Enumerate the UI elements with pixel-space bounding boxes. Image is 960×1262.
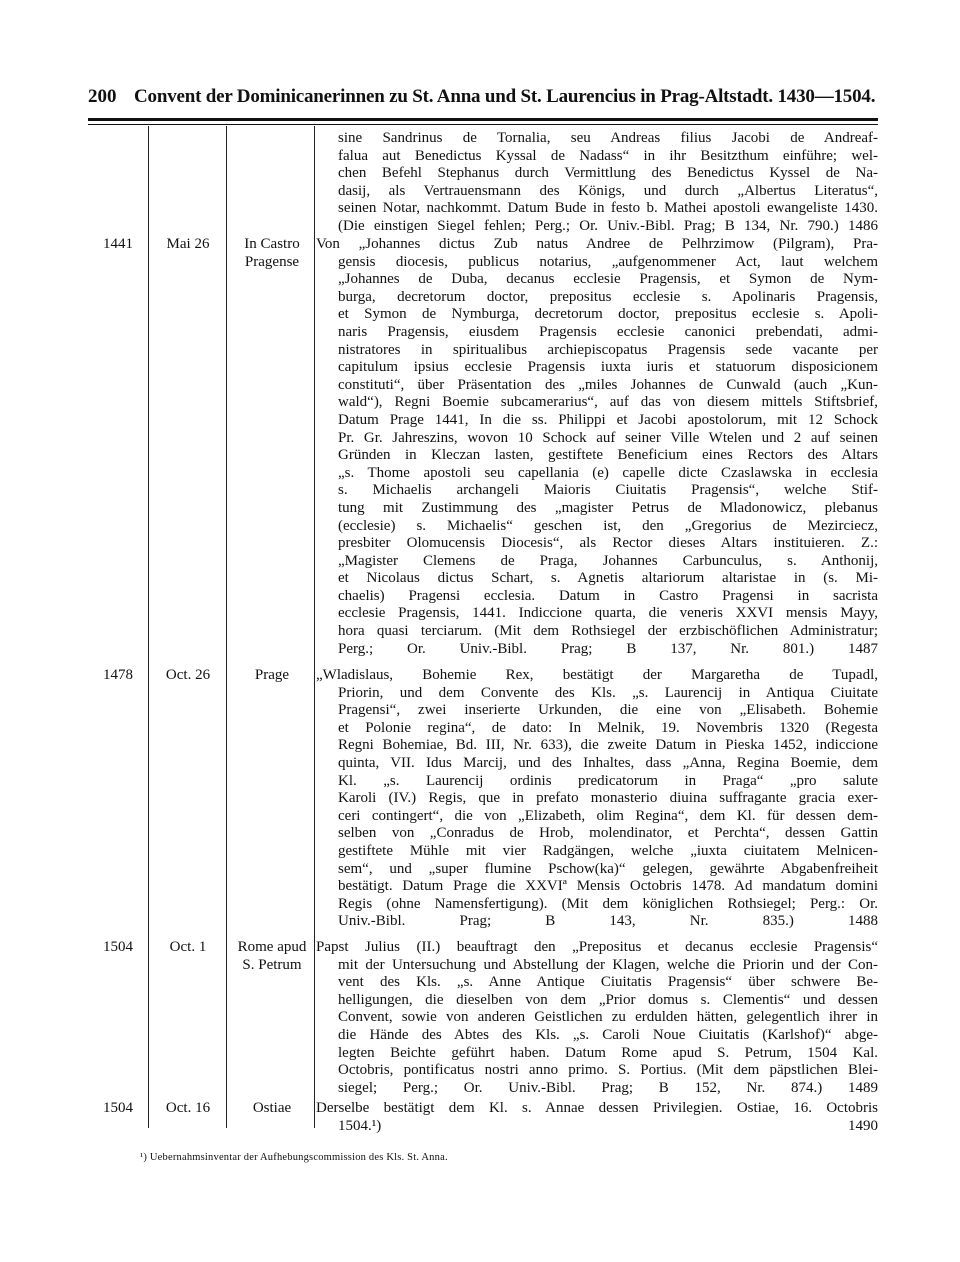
entry-place-line: Pragense [244, 253, 300, 270]
entry-line: siegel; Perg.; Or. Univ.-Bibl. Prag; B 152, Nr. 874.) 1489 [338, 1079, 878, 1096]
entry-year: 1441 [103, 236, 133, 252]
entry-line: chaelis) Pragensi ecclesia. Datum in Castro Pragensi in sacrista [338, 587, 878, 604]
entry-line: nistratores in spiritualibus archiepiscopatus Pragensis sede vacante per [338, 341, 878, 358]
entry-line: naris Pragensis, eiusdem Pragensis ecclesie canonici prebendati, admi- [338, 323, 878, 340]
entry-line: Papst Julius (II.) beauftragt den „Prepositus et decanus ecclesie Pragensis“ [316, 939, 878, 955]
entry-line: capitulum ipsius ecclesie Pragensis iuxta iuris et statuorum disposicionem [338, 359, 878, 376]
entry-line: Von „Johannes dictus Zub natus Andree de Pelhrzimow (Pilgram), Pra- [316, 236, 878, 252]
entry-place-line: Prage [254, 667, 290, 683]
entry-line: burga, decretorum doctor, prepositus ecclesie s. Apolinaris Pragensis, [338, 288, 878, 305]
entry-line: Priorin, und dem Convente des Kls. „s. Laurencij in Antiqua Ciuitate [338, 684, 878, 701]
entry-place [228, 1100, 316, 1118]
entry-place-line: S. Petrum [242, 956, 302, 973]
entry-continuation [316, 130, 878, 236]
entry-regest-1489 [316, 939, 878, 1097]
header-rule-thin [88, 124, 878, 125]
entry-line: mit der Untersuchung und Abstellung der Klagen, welche die Priorin und der Con- [338, 956, 878, 973]
entry-line: „s. Thome apostoli seu capellania (e) capelle dicte Czaslawska in ecclesia [338, 464, 878, 481]
entry-line: Kl. „s. Laurencij ordinis predicatorum in Praga“ „pro salute [338, 772, 878, 789]
entry-regest-1488 [316, 667, 878, 931]
entry-line: vent des Kls. „s. Anne Antique Ciuitatis Pragensis“ über schwere Be- [338, 974, 878, 991]
entry-line: constituti“, über Präsentation des „miles Johannes de Cunwald (auch „Kun- [338, 376, 878, 393]
entry-place-line: Ostiae [252, 1100, 292, 1116]
entry-line: bestätigt. Datum Prage die XXVIª Mensis Octobris 1478. Ad mandatum domini [338, 878, 878, 895]
entry-line: tung mit Zustimmung des „magister Petrus de Mladonowicz, plebanus [338, 499, 878, 516]
entry-line: quinta, VII. Idus Marcij, und des Inhaltes, dass „Anna, Regina Boemie, dem [338, 754, 878, 771]
entry-line: 1504.¹) 1490 [338, 1117, 878, 1134]
entry-line: (ecclesie) s. Michaelis“ geschen ist, den „Gregorius de Mezirciecz, [338, 517, 878, 534]
column-divider-year [148, 126, 149, 1128]
entry-line: Univ.-Bibl. Prag; B 143, Nr. 835.) 1488 [338, 913, 878, 930]
column-divider-date [226, 126, 227, 1128]
entry-line: Karoli (IV.) Regis, que in prefato monasterio diuina suffragante gracia exer- [338, 790, 878, 807]
entry-line: et Symon de Nymburga, decretorum doctor, prepositus ecclesie s. Apoli- [338, 306, 878, 323]
entry-line: Convent, sowie von anderen Geistlichen zu erdulden hätten, gelegentlich ihrer in [338, 1009, 878, 1026]
entry-line: Derselbe bestätigt dem Kl. s. Annae dessen Privilegien. Ostiae, 16. Octobris [316, 1100, 878, 1116]
entry-line: falua aut Benedictus Kyssal de Nadass“ in ihr Besitzthum einführe; wel- [338, 147, 878, 164]
entry-year: 1478 [103, 667, 133, 683]
entry-line: et Polonie regina“, de dato: In Melnik, 19. Novembris 1320 (Regesta [338, 719, 878, 736]
entry-line: presbiter Olomucensis Diocesis“, als Rector dieses Altars instituieren. Z.: [338, 535, 878, 552]
entry-place [228, 667, 316, 685]
entry-line: hora quasi terciarum. (Mit dem Rothsiegel der erzbischöflichen Administratur; [338, 623, 878, 640]
page-header [88, 86, 878, 116]
entry-line: seinen Notar, nachkommt. Datum Bude in festo b. Mathei apostoli ewangeliste 1430. [338, 200, 878, 217]
entry-line: „Wladislaus, Bohemie Rex, bestätigt der Margaretha de Tupadl, [316, 667, 878, 683]
entry-line: Regis (ohne Namensfertigung). (Mit dem königlichen Rothsiegel; Perg.: Or. [338, 895, 878, 912]
entry-line: Perg.; Or. Univ.-Bibl. Prag; B 137, Nr. 801.) 1487 [338, 640, 878, 657]
entry-line: dasij, als Vertrauensmann des Königs, und durch „Albertus Literatus“, [338, 182, 878, 199]
entry-place [228, 939, 316, 974]
entry-line: wald“), Regni Boemie subcamerarius“, auf das von diesem mittels Stiftsbrief, [338, 394, 878, 411]
column-divider-place [314, 126, 315, 1128]
entry-line: helligungen, die dieselben von dem „Prior domus s. Clementis“ und dessen [338, 991, 878, 1008]
entry-year: 1504 [103, 939, 133, 955]
entry-line: ecclesie Pragensis, 1441. Indiccione quarta, die veneris XXVI mensis Mayy, [338, 605, 878, 622]
entry-line: Octobris, pontificatus nostri anno primo. S. Portius. (Mit dem päpstlichen Blei- [338, 1062, 878, 1079]
entry-line: „Johannes de Duba, decanus ecclesie Pragensis, et Symon de Nym- [338, 271, 878, 288]
header-rule-thick [88, 118, 878, 121]
entry-line: selben von „Conradus de Hrob, molendinator, et Perchta“, dessen Gattin [338, 825, 878, 842]
entry-date: Mai 26 [166, 236, 210, 252]
entry-line: Regni Bohemiae, Bd. III, Nr. 633), die zweite Datum in Pieska 1452, indiccione [338, 737, 878, 754]
entry-line: sem“, und „super flumine Pschow(ka)“ gelegen, gewährte Abgabenfreiheit [338, 860, 878, 877]
entry-line: Pr. Gr. Jahreszins, wovon 10 Schock auf seiner Ville Wtelen und 2 auf seinen [338, 429, 878, 446]
entry-line: gestiftete Mühle mit vier Radgängen, welche „iuxta ciuitatem Melnicen- [338, 842, 878, 859]
page-number: 200 [88, 86, 117, 107]
entry-regest-1487 [316, 236, 878, 658]
entry-year: 1504 [103, 1100, 133, 1116]
entry-line: et Nicolaus dictus Schart, s. Agnetis altariorum altaristae in (s. Mi- [338, 570, 878, 587]
running-head: Convent der Dominicanerinnen zu St. Anna und St. Laurencius in Prag-Altstadt. 1430—1504. [134, 86, 876, 107]
entry-line: Pragensi“, zwei inserierte Urkunden, die eine von „Elisabeth. Bohemie [338, 702, 878, 719]
entry-date: Oct. 1 [169, 939, 207, 955]
entry-place-line: Rome apud [237, 939, 307, 955]
entry-place-line: In Castro [244, 236, 300, 252]
entry-line: sine Sandrinus de Tornalia, seu Andreas filius Jacobi de Andreaf- [338, 130, 878, 146]
footnote: ¹) Uebernahmsinventar der Aufhebungscommission des Kls. St. Anna. [140, 1152, 448, 1163]
entry-regest-1490 [316, 1100, 878, 1135]
entry-place [228, 236, 316, 271]
entry-line: „Magister Clemens de Praga, Johannes Carbunculus, s. Anthonij, [338, 552, 878, 569]
entry-line: chen Befehl Stephanus durch Vermittlung des Benedictus Kyssel de Na- [338, 165, 878, 182]
entry-line: Datum Prage 1441, In die ss. Philippi et Jacobi apostolorum, mit 12 Schock [338, 411, 878, 428]
entry-date: Oct. 26 [165, 667, 211, 683]
entry-date: Oct. 16 [165, 1100, 211, 1116]
entry-line: (Die einstigen Siegel fehlen; Perg.; Or. Univ.-Bibl. Prag; B 134, Nr. 790.) 1486 [338, 217, 878, 234]
entry-line: gensis diocesis, publicus notarius, „aufgenommener Act, laut welchem [338, 253, 878, 270]
entry-line: Gründen in Kleczan lasten, gestiftete Beneficium eines Rectors des Altars [338, 447, 878, 464]
entry-line: die Hände des Abtes des Kls. „s. Caroli Noue Ciuitatis (Karlshof)“ abge- [338, 1026, 878, 1043]
entry-line: ceri contingert“, die von „Elizabeth, olim Regina“, dem Kl. für dessen dem- [338, 807, 878, 824]
entry-line: legten Beichte geführt haben. Datum Rome apud S. Petrum, 1504 Kal. [338, 1044, 878, 1061]
entry-line: s. Michaelis archangeli Maioris Ciuitatis Pragensis“, welche Stif- [338, 482, 878, 499]
